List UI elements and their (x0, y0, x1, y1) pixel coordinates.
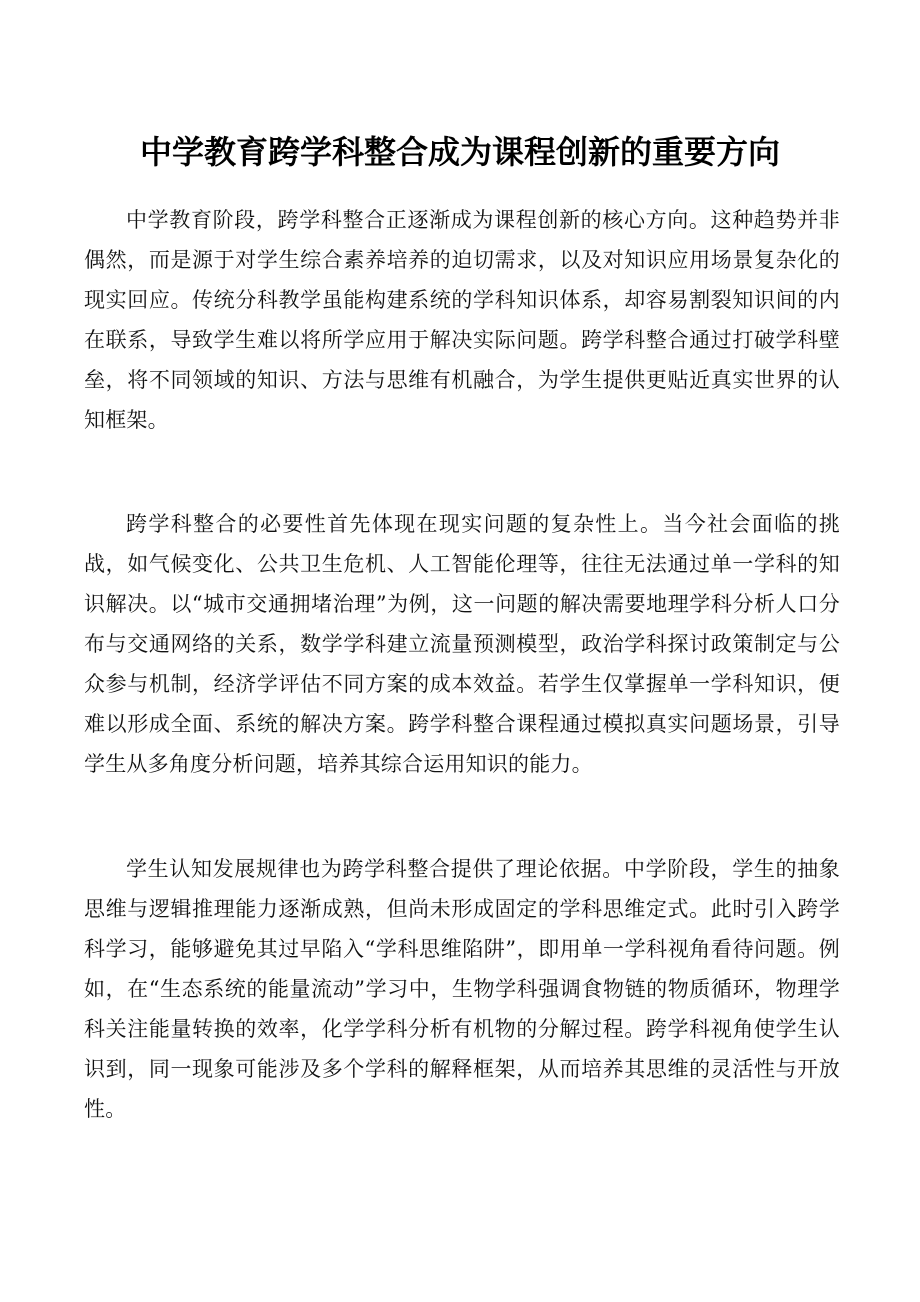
paragraph-1: 中学教育阶段，跨学科整合正逐渐成为课程创新的核心方向。这种趋势并非偶然，而是源于对学生综合素养培养的迫切需求，以及对知识应用场景复杂化的现实回应。传统分科教学虽能构建系统的学科知识体系，却容易割裂知识间的内在联系，导致学生难以将所学应用于解决实际问题。跨学科整合通过打破学科壁垒，将不同领域的知识、方法与思维有机融合，为学生提供更贴近真实世界的认知框架。 (84, 208, 840, 432)
document-title: 中学教育跨学科整合成为课程创新的重要方向 (139, 133, 780, 171)
paragraph-3: 学生认知发展规律也为跨学科整合提供了理论依据。中学阶段，学生的抽象思维与逻辑推理能力逐渐成熟，但尚未形成固定的学科思维定式。此时引入跨学科学习，能够避免其过早陷入“学科思维陷阱”，即用单一学科视角看待问题。例如，在“生态系统的能量流动”学习中，生物学科强调食物链的物质循环，物理学科关注能量转换的效率，化学学科分析有机物的分解过程。跨学科视角使学生认识到，同一现象可能涉及多个学科的解释框架，从而培养其思维的灵活性与开放性。 (84, 857, 840, 1121)
paragraph-2: 跨学科整合的必要性首先体现在现实问题的复杂性上。当今社会面临的挑战，如气候变化、公共卫生危机、人工智能伦理等，往往无法通过单一学科的知识解决。以“城市交通拥堵治理”为例，这一问题的解决需要地理学科分析人口分布与交通网络的关系，数学学科建立流量预测模型，政治学科探讨政策制定与公众参与机制，经济学评估不同方案的成本效益。若学生仅掌握单一学科知识，便难以形成全面、系统的解决方案。跨学科整合课程通过模拟真实问题场景，引导学生从多角度分析问题，培养其综合运用知识的能力。 (84, 512, 840, 776)
